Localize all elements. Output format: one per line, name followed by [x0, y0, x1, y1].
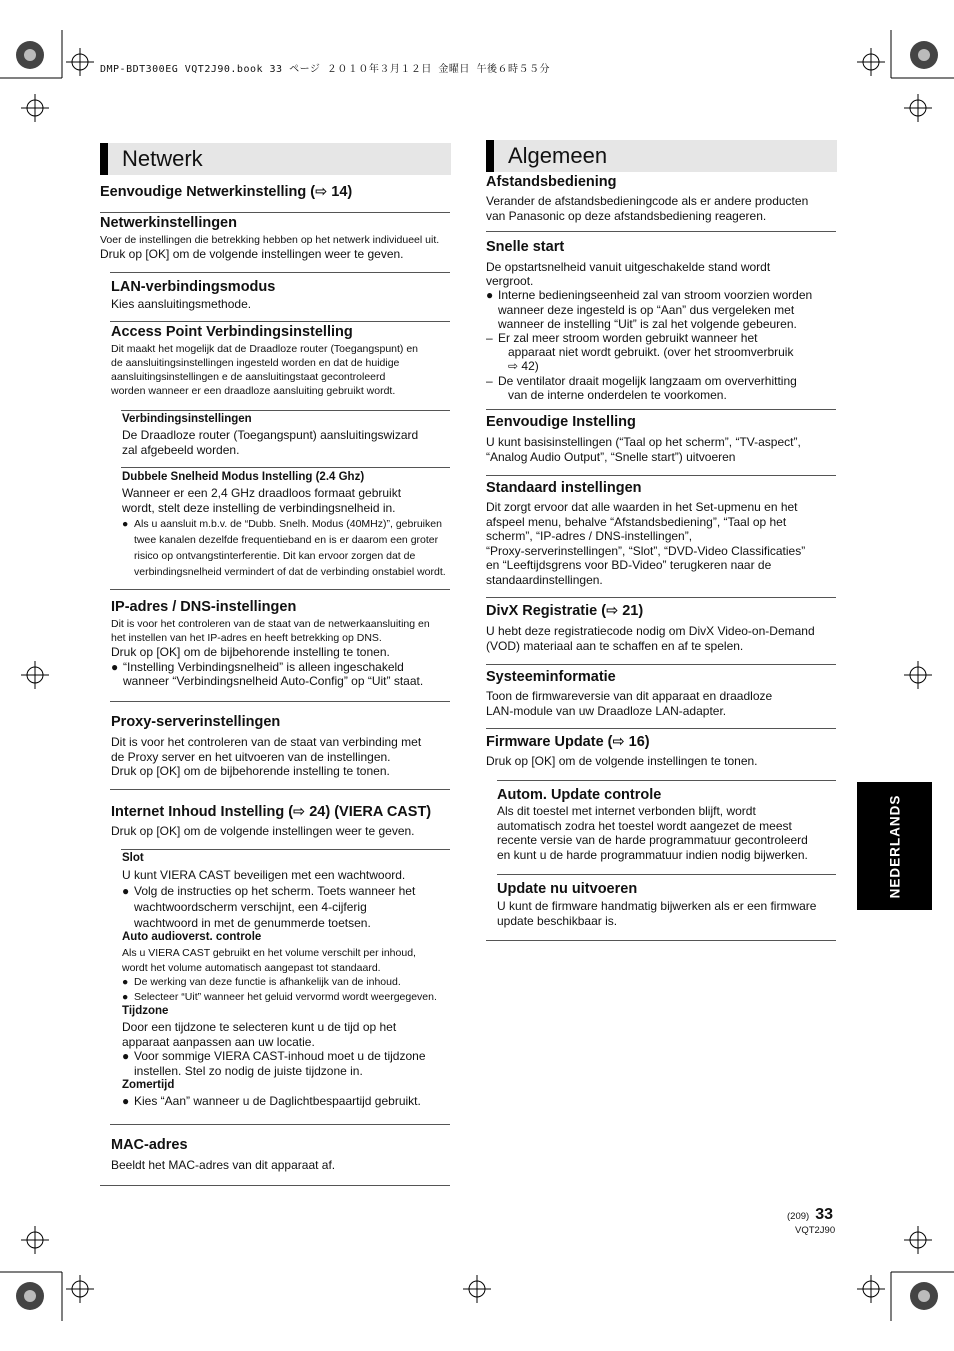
ip-adres-note: Dit is voor het controleren van de staat van de netwerkaansluiting en het instellen van het IP-adres en heeft betrekking op DNS.: [111, 618, 430, 644]
divx-registratie-heading: DivX Registratie (⇨ 21): [486, 603, 644, 619]
access-point-text: Dit maakt het mogelijk dat de Draadloze router (Toegangspunt) en de aansluitingsinstellingen ingesteld worden en dat de huidige aansluitingsinstellingen e de aansluitingstaat gecontroleerd worden wanneer er een draadloze aansluiting gebruikt wordt.: [111, 343, 419, 397]
divider: [486, 231, 836, 232]
tijdzone-text: Door een tijdzone te selecteren kunt u de tijd op het apparaat aanpassen aan uw locatie. ● Voor sommige VIERA CAST-inhoud moet u de tijdzone instellen. Stel zo nodig de juiste tijdzone in.: [122, 1020, 426, 1078]
dubbele-snelheid-heading: Dubbele Snelheid Modus Instelling (2.4 Ghz): [122, 471, 365, 483]
dubbele-snelheid-text: Wanneer er een 2,4 GHz draadloos formaat gebruikt wordt, stelt deze instelling de verbindingsnelheid in.: [122, 486, 402, 515]
snelle-start-text: De opstartsnelheid vanuit uitgeschakelde stand wordt vergroot. ● Interne bedieningseenheid zal van stroom voorzien worden wanneer deze ingesteld is op “Aan” dus vergeleken met wanneer de instelling “Uit” is zal het volgende gebeuren. – Er zal meer stroom worden gebruikt wanneer het apparaat niet wordt gebruikt. (over het stroomverbruik ⇨ 42) – De ventilator draait mogelijk langzaam om oververhitting van de interne onderdelen te voorkomen.: [486, 260, 813, 402]
ip-adres-text: Druk op [OK] om de bijbehorende instelling te tonen. ● “Instelling Verbindingsnelheid” is alleen ingeschakeld wanneer “Verbindingsnelheid Auto-Config” op “Uit” staat.: [111, 645, 424, 688]
bullet-icon: ●: [486, 288, 494, 303]
divider: [110, 272, 450, 273]
divider: [486, 940, 836, 941]
netwerkinstellingen-note: Voer de instellingen die betrekking hebben op het netwerk individueel uit.: [100, 234, 440, 246]
internet-inhoud-text: Druk op [OK] om de volgende instellingen weer te geven.: [111, 824, 415, 838]
divider: [121, 849, 450, 850]
page-number: (209) 33: [787, 1206, 833, 1223]
snelle-start-heading: Snelle start: [486, 239, 565, 255]
auto-audioverst-heading: Auto audioverst. controle: [122, 931, 262, 943]
eenvoudige-netwerkinstelling-heading: Eenvoudige Netwerkinstelling (⇨ 14): [100, 184, 353, 200]
lan-verbindingsmodus-heading: LAN-verbindingsmodus: [111, 279, 276, 295]
autom-update-text: Als dit toestel met internet verbonden blijft, wordt automatisch zodra het toestel wordt aangezet de meest recente versie van de harde programmatuur gecontroleerd en kunt u de harde programmatuur indien nodig bijwerken.: [497, 804, 808, 862]
update-nu-heading: Update nu uitvoeren: [497, 881, 638, 897]
bullet-icon: ●: [122, 976, 129, 988]
divider: [110, 1124, 450, 1125]
systeeminformatie-heading: Systeeminformatie: [486, 669, 616, 685]
divider: [121, 467, 450, 468]
slot-text: U kunt VIERA CAST beveiligen met een wachtwoord. ● Volg de instructies op het scherm. Toets wanneer het wachtwoordscherm verschijnt, een 4-cijferig wachtwoord in met de genummerde toetsen.: [122, 868, 416, 930]
divider: [486, 728, 836, 729]
eenvoudige-instelling-text: U kunt basisinstellingen (“Taal op het scherm”, “TV-aspect”, “Analog Audio Output”, “Snelle start”) uitvoeren: [486, 435, 801, 464]
divider: [110, 701, 450, 702]
access-point-heading: Access Point Verbindingsinstelling: [111, 324, 353, 340]
lan-verbindingsmodus-text: Kies aansluitingsmethode.: [111, 297, 252, 311]
language-tab: NEDERLANDS: [857, 782, 932, 910]
proxy-text: Dit is voor het controleren van de staat van verbinding met de Proxy server en het uitvoeren van de instellingen. Druk op [OK] om de bijbehorende instelling te tonen.: [111, 735, 422, 778]
section-title-algemeen: Algemeen: [486, 140, 837, 172]
standaard-instellingen-heading: Standaard instellingen: [486, 480, 642, 496]
standaard-instellingen-text: Dit zorgt ervoor dat alle waarden in het Set-upmenu en het afspeel menu, behalve “Afstandsbediening”, “Taal op het scherm”, “IP-adres / DNS-instellingen”, “Proxy-serverinstellingen”, “Slot”, “DVD-Video Classificaties” en “Leeftijdsgrens voor BD-Video” terugkeren naar de standaardinstellingen.: [486, 500, 806, 587]
tijdzone-heading: Tijdzone: [122, 1005, 169, 1017]
netwerkinstellingen-text: Druk op [OK] om de volgende instellingen weer te geven.: [100, 247, 404, 261]
section-title-netwerk: Netwerk: [100, 143, 451, 175]
model-code: VQT2J90: [795, 1225, 836, 1236]
verbindingsinstellingen-text: De Draadloze router (Toegangspunt) aansluitingswizard zal afgebeeld worden.: [122, 428, 419, 457]
divider: [110, 589, 450, 590]
afstandsbediening-text: Verander de afstandsbedieningcode als er andere producten van Panasonic op deze afstandsbediening reageren.: [486, 194, 809, 223]
bullet-icon: ●: [122, 884, 130, 898]
divider: [486, 409, 836, 410]
mac-adres-heading: MAC-adres: [111, 1137, 188, 1153]
divider: [100, 212, 450, 213]
divider: [110, 321, 450, 322]
mac-adres-text: Beeldt het MAC-adres van dit apparaat af.: [111, 1158, 336, 1172]
ip-adres-heading: IP-adres / DNS-instellingen: [111, 599, 297, 615]
bullet-icon: ●: [122, 518, 129, 530]
verbindingsinstellingen-heading: Verbindingsinstellingen: [122, 413, 252, 425]
divx-registratie-text: U hebt deze registratiecode nodig om DivX Video-on-Demand (VOD) materiaal aan te schaffen en af te spelen.: [486, 624, 815, 653]
divider: [121, 410, 450, 411]
systeeminformatie-text: Toon de firmwareversie van dit apparaat en draadloze LAN-module van uw Draadloze LAN-adapter.: [486, 689, 773, 718]
firmware-update-heading: Firmware Update (⇨ 16): [486, 734, 650, 750]
zomertijd-text: ● Kies “Aan” wanneer u de Daglichtbespaartijd gebruikt.: [122, 1094, 421, 1108]
auto-audioverst-text: Als u VIERA CAST gebruikt en het volume verschilt per inhoud, wordt het volume automatisch aangepast tot standaard. ● De werking van deze functie is afhankelijk van de inhoud. ● Selecteer “Uit” wanneer het geluid vervormd wordt weergegeven.: [122, 947, 437, 1003]
bullet-icon: ●: [122, 1094, 130, 1108]
update-nu-text: U kunt de firmware handmatig bijwerken als er een firmware update beschikbaar is.: [497, 899, 817, 928]
divider: [100, 1185, 450, 1186]
internet-inhoud-heading: Internet Inhoud Instelling (⇨ 24) (VIERA CAST): [111, 804, 432, 820]
slot-heading: Slot: [122, 852, 144, 864]
print-header: DMP-BDT300EG VQT2J90.book 33 ページ ２０１０年３月１２日 金曜日 午後６時５５分: [100, 64, 550, 75]
divider: [486, 664, 836, 665]
divider: [486, 475, 836, 476]
firmware-update-text: Druk op [OK] om de volgende instellingen te tonen.: [486, 754, 758, 768]
zomertijd-heading: Zomertijd: [122, 1079, 175, 1091]
bullet-icon: ●: [122, 1049, 130, 1063]
dubbele-snelheid-note: ● Als u aansluit m.b.v. de “Dubb. Snelh. Modus (40MHz)”, gebruiken twee kanalen dezelfde frequentieband en is er daarom een groter risico op ontvangstinterferentie. Dit kan ervoor zorgen dat de verbindingsnelheid vermindert of dat de verbinding onstabiel wordt.: [122, 518, 446, 578]
divider: [486, 597, 836, 598]
bullet-icon: ●: [111, 659, 119, 674]
afstandsbediening-heading: Afstandsbediening: [486, 174, 617, 190]
proxy-heading: Proxy-serverinstellingen: [111, 714, 281, 730]
bullet-icon: ●: [122, 990, 129, 1003]
divider: [497, 874, 836, 875]
eenvoudige-instelling-heading: Eenvoudige Instelling: [486, 414, 636, 430]
autom-update-heading: Autom. Update controle: [497, 787, 662, 803]
divider: [110, 789, 450, 790]
divider: [497, 780, 836, 781]
netwerkinstellingen-heading: Netwerkinstellingen: [100, 215, 237, 231]
